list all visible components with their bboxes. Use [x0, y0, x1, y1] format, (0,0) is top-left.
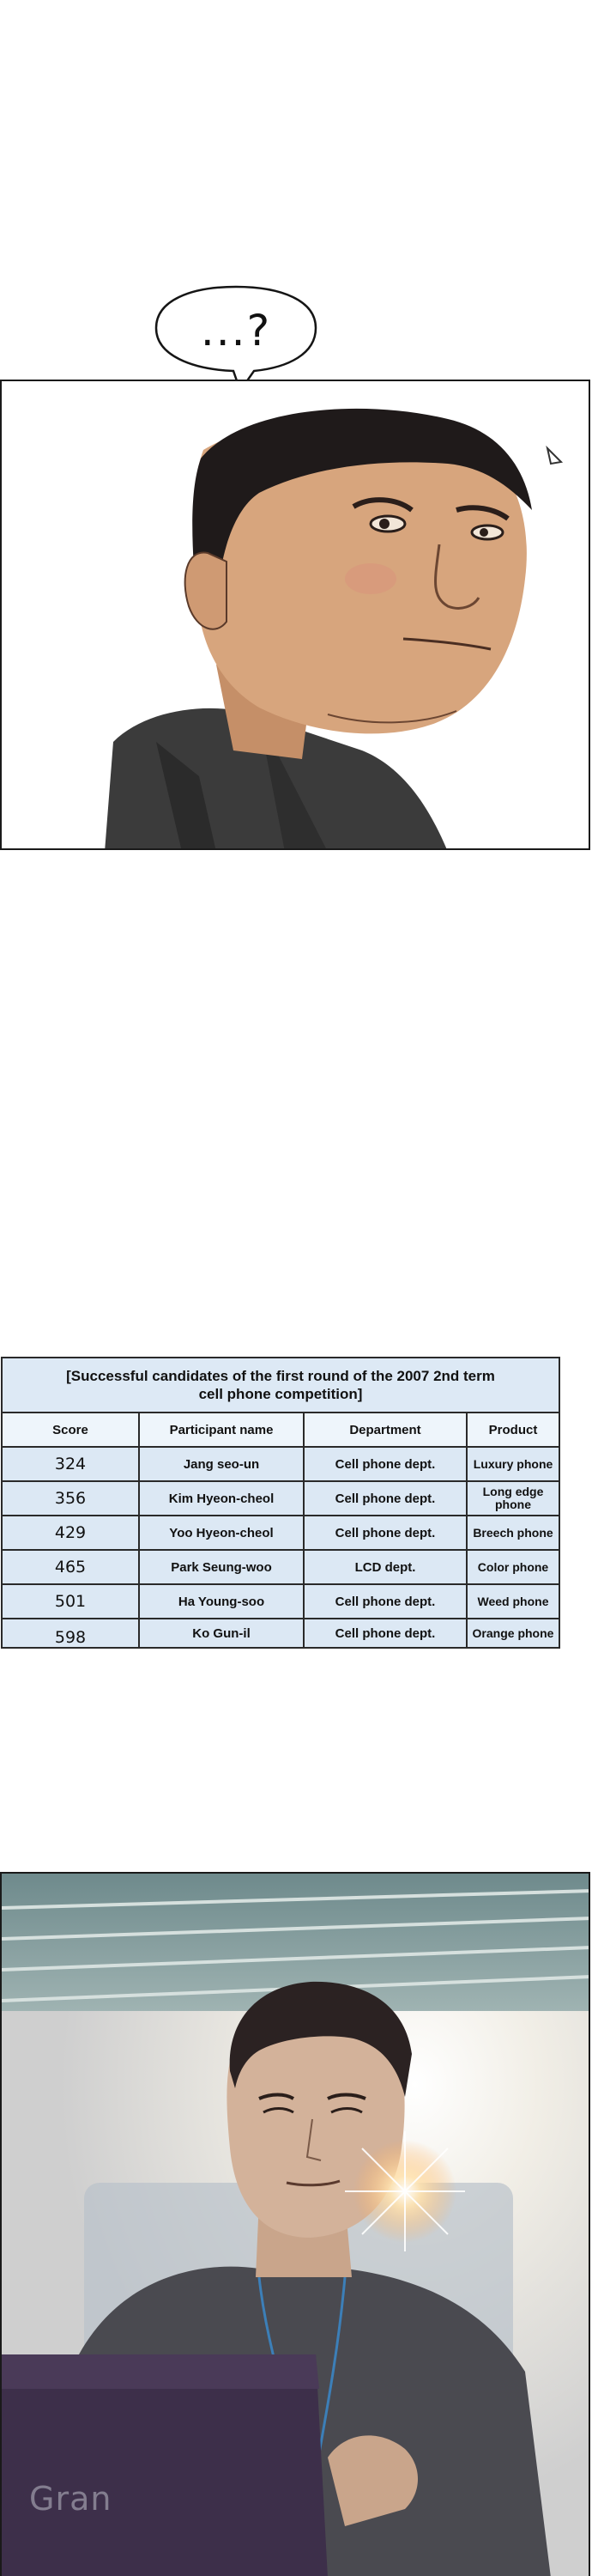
table-row	[3, 1585, 559, 1619]
table-header-row	[3, 1413, 559, 1448]
table-title: [Successful candidates of the first round of the 2007 2nd term cell phone competition]	[3, 1358, 559, 1413]
table-row	[3, 1482, 559, 1516]
score-cell: 324	[3, 1448, 140, 1480]
participant-name-cell: Park Seung-woo	[140, 1551, 305, 1583]
score-cell: 465	[3, 1551, 140, 1583]
score-cell: 501	[3, 1585, 140, 1618]
participant-name-cell: Yoo Hyeon-cheol	[140, 1516, 305, 1549]
product-cell: Luxury phone	[473, 1456, 553, 1471]
participant-name-cell: Ha Young-soo	[140, 1585, 305, 1618]
product-cell: Weed phone	[477, 1594, 549, 1608]
table-row	[3, 1516, 559, 1551]
participant-name-cell: Jang seo-un	[140, 1448, 305, 1480]
table-row	[3, 1619, 559, 1647]
speech-bubble-text: ...?	[200, 306, 272, 355]
product-cell: Orange phone	[472, 1625, 554, 1640]
department-cell: Cell phone dept.	[305, 1585, 468, 1618]
product-cell: Color phone	[477, 1559, 549, 1574]
participant-name-cell: Kim Hyeon-cheol	[140, 1482, 305, 1515]
department-cell: Cell phone dept.	[305, 1448, 468, 1480]
department-cell: LCD dept.	[305, 1551, 468, 1583]
product-cell: Breech phone	[473, 1525, 553, 1540]
department-cell: Cell phone dept.	[305, 1619, 468, 1647]
score-cell: 356	[3, 1482, 140, 1515]
header-product: Product	[488, 1422, 538, 1437]
man-at-laptop-illustration	[2, 1874, 590, 2576]
comic-panel-older-man	[0, 380, 590, 850]
results-table	[1, 1357, 560, 1649]
score-cell: 598	[3, 1619, 140, 1647]
participant-name-cell: Ko Gun-il	[140, 1619, 305, 1647]
department-cell: Cell phone dept.	[305, 1482, 468, 1515]
header-participant-name: Participant name	[140, 1413, 305, 1446]
older-man-illustration	[2, 381, 590, 850]
table-row	[3, 1551, 559, 1585]
watermark-text: Gran	[29, 2480, 112, 2518]
department-cell: Cell phone dept.	[305, 1516, 468, 1549]
header-department: Department	[305, 1413, 468, 1446]
product-cell: Long edge phone	[482, 1485, 544, 1511]
header-score: Score	[3, 1413, 140, 1446]
table-row	[3, 1448, 559, 1482]
score-cell: 429	[3, 1516, 140, 1549]
comic-panel-man-at-laptop	[0, 1872, 590, 2576]
